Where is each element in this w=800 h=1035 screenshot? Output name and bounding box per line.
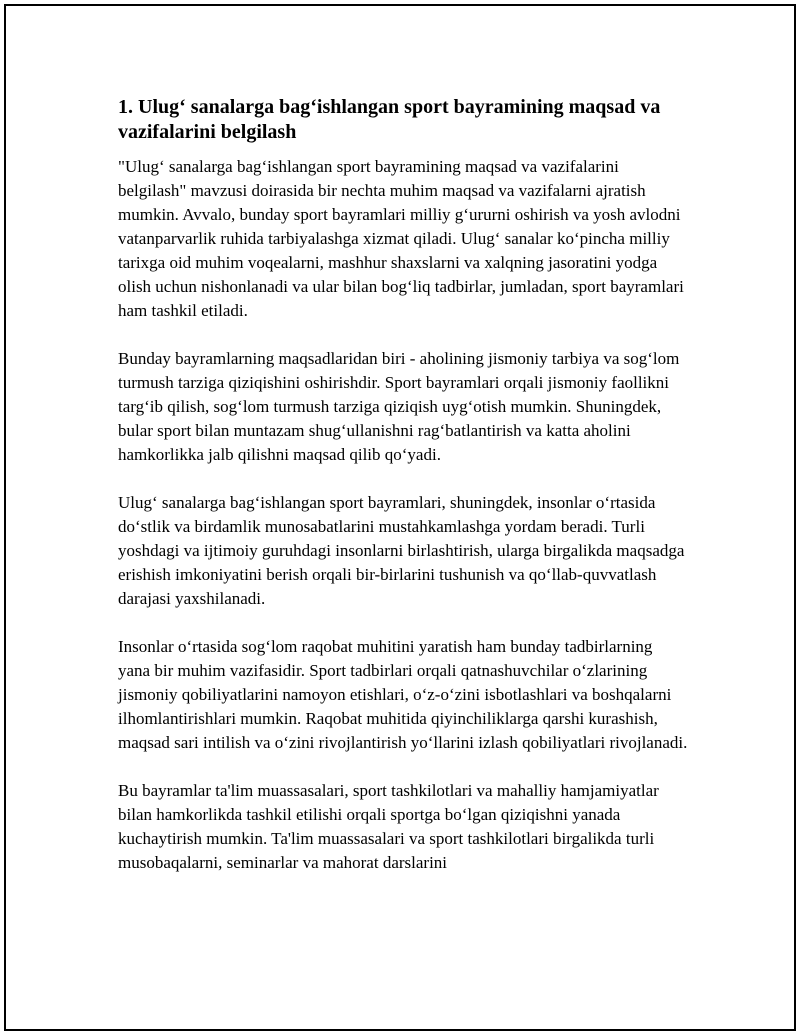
paragraph-1: "Ulug‘ sanalarga bag‘ishlangan sport bayramining maqsad va vazifalarini belgilash" mavzusi doirasida bir nechta muhim maqsad va vazifalarni ajratish mumkin. Avvalo, bunday sport bayramlari milliy g‘ururni oshirish va yosh avlodni vatanparvarlik ruhida tarbiyalashga xizmat qiladi. Ulug‘ sanalar ko‘pincha milliy tarixga oid muhim voqealarni, mashhur shaxslarni va xalqning jasoratini yodga olish uchun nishonlanadi va ular bilan bog‘liq tadbirlar, jumladan, sport bayramlari ham tashkil etiladi. [118,157,684,320]
paragraph-4: Insonlar o‘rtasida sog‘lom raqobat muhitini yaratish ham bunday tadbirlarning yana bir muhim vazifasidir. Sport tadbirlari orqali qatnashuvchilar o‘zlarining jismoniy qobiliyatlarini namoyon etishlari, o‘z-o‘zini isbotlashlari va boshqalarni ilhomlantirishlari mumkin. Raqobat muhitida qiyinchiliklarga qarshi kurashish, maqsad sari intilish va o‘zini rivojlantirish yo‘llarini izlash qobiliyatlari rivojlanadi. [118,637,688,752]
paragraph-5: Bu bayramlar ta'lim muassasalari, sport tashkilotlari va mahalliy hamjamiyatlar bilan hamkorlikda tashkil etilishi orqali sportga bo‘lgan qiziqishni yanada kuchaytirish mumkin. Ta'lim muassasalari va sport tashkilotlari birgalikda turli musobaqalarni, seminarlar va mahorat darslarini [118,781,659,872]
document-body [118,95,688,899]
section-heading: 1. Ulug‘ sanalarga bag‘ishlangan sport bayramining maqsad va vazifalarini belgilash [118,96,661,143]
paragraph-2: Bunday bayramlarning maqsadlaridan biri - aholining jismoniy tarbiya va sog‘lom turmush tarziga qiziqishini oshirishdir. Sport bayramlari orqali jismoniy faollikni targ‘ib qilish, sog‘lom turmush tarziga qiziqish uyg‘otish mumkin. Shuningdek, bular sport bilan muntazam shug‘ullanishni rag‘batlantirish va katta aholini hamkorlikka jalb qilishni maqsad qilib qo‘yadi. [118,349,680,464]
paragraph-3: Ulug‘ sanalarga bag‘ishlangan sport bayramlari, shuningdek, insonlar o‘rtasida do‘stlik va birdamlik munosabatlarini mustahkamlashga yordam beradi. Turli yoshdagi va ijtimoiy guruhdagi insonlarni birlashtirish, ularga birgalikda maqsadga erishish imkoniyatini berish orqali bir-birlarini tushunish va qo‘llab-quvvatlash darajasi yaxshilanadi. [118,493,685,608]
